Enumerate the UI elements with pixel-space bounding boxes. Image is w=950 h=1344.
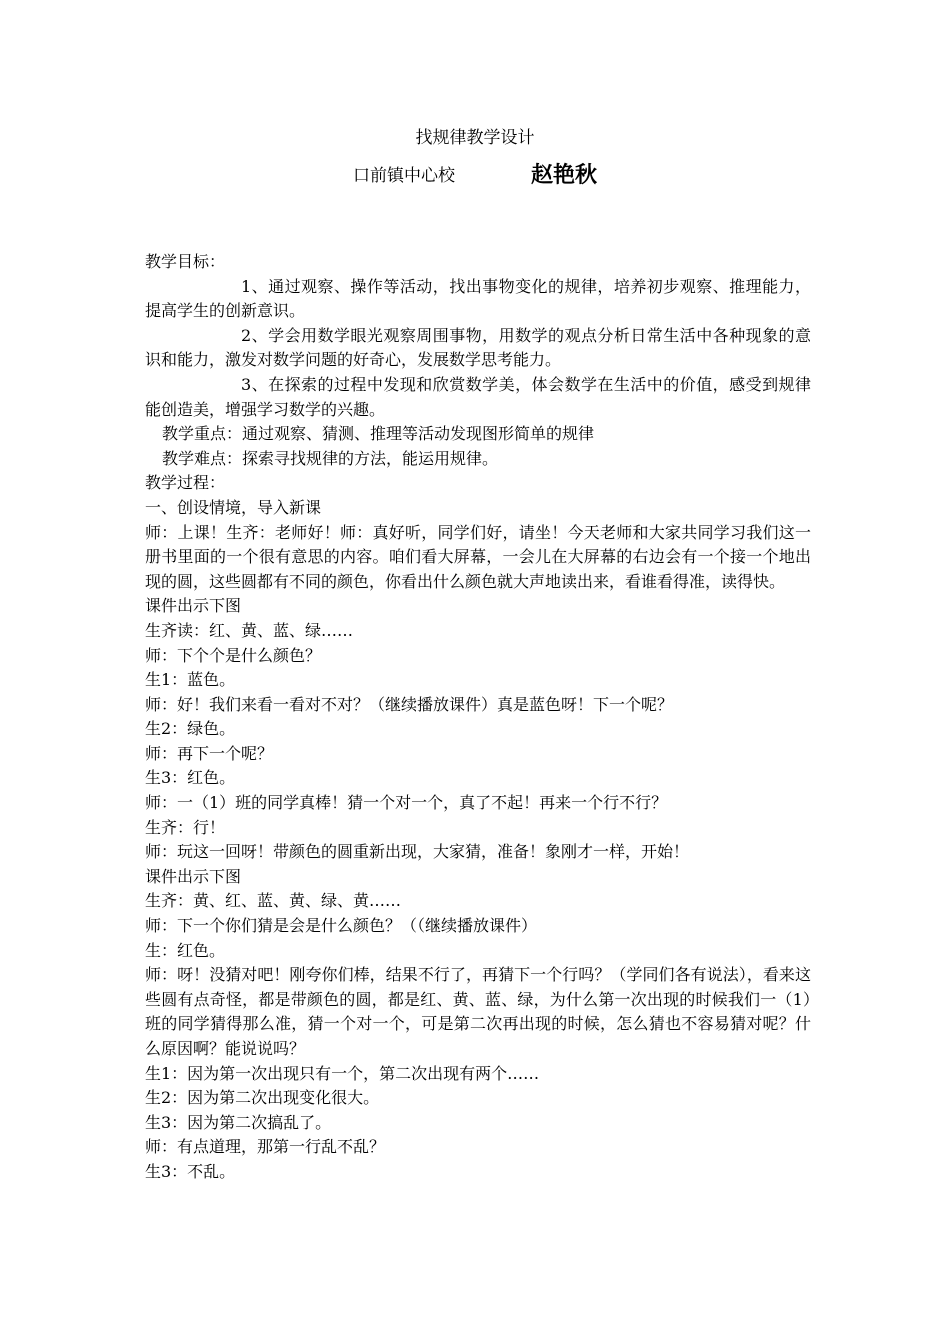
paragraph: 生齐读：红、黄、蓝、绿…… [145, 620, 354, 640]
paragraph: 3、在探索的过程中发现和欣赏数学美，体会数学在生活中的价值，感受到规律能创造美，增强学习数学的兴趣。 [145, 374, 811, 419]
document-byline [0, 160, 950, 191]
paragraph: 师：再下一个呢？ [145, 743, 274, 763]
paragraph: 教学重点：通过观察、猜测、推理等活动发现图形简单的规律 [162, 424, 595, 444]
paragraph: 生齐：黄、红、蓝、黄、绿、黄…… [145, 891, 402, 911]
paragraph: 1、通过观察、操作等活动，找出事物变化的规律，培养初步观察、推理能力，提高学生的创新意识。 [145, 276, 811, 321]
paragraph: 生2：绿色。 [145, 719, 236, 739]
paragraph: 课件出示下图 [145, 866, 242, 886]
paragraph: 师：有点道理，那第一行乱不乱？ [145, 1137, 386, 1157]
document-title: 找规律教学设计 [415, 128, 535, 148]
paragraph: 师：呀！没猜对吧！刚夸你们棒，结果不行了，再猜下一个行吗？（学同们各有说法），看来这些圆有点奇怪，都是带颜色的圆，都是红、黄、蓝、绿，为什么第一次出现的时候我们一（1）班的同学猜得那么准，猜一个对一个，可是第二次再出现的时候，怎么猜也不容易猜对呢？什么原因啊？能说说吗？ [145, 965, 811, 1058]
paragraph: 生1：因为第一次出现只有一个，第二次出现有两个…… [145, 1063, 540, 1083]
paragraph: 生3：红色。 [145, 768, 236, 788]
paragraph: 生齐：行！ [145, 817, 226, 837]
paragraph: 教学过程： [145, 473, 226, 493]
paragraph: 生1：蓝色。 [145, 670, 236, 690]
paragraph: 生3：不乱。 [145, 1161, 236, 1181]
school-name: 口前镇中心校 [352, 165, 455, 186]
paragraph: 生3：因为第二次搞乱了。 [145, 1112, 332, 1132]
paragraph: 师：下个个是什么颜色？ [145, 645, 322, 665]
document-body [145, 250, 811, 1185]
paragraph: 师：玩这一回呀！带颜色的圆重新出现，大家猜，准备！象刚才一样，开始！ [145, 842, 690, 862]
paragraph: 生2：因为第二次出现变化很大。 [145, 1088, 380, 1108]
paragraph: 课件出示下图 [145, 596, 242, 616]
paragraph: 师：好！我们来看一看对不对？（继续播放课件）真是蓝色呀！下一个呢？ [145, 694, 674, 714]
paragraph: 生：红色。 [145, 940, 226, 960]
paragraph: 教学目标： [145, 252, 226, 271]
paragraph: 师：下一个你们猜是会是什么颜色？（（继续播放课件） [145, 916, 538, 936]
paragraph: 教学难点：探索寻找规律的方法，能运用规律。 [162, 448, 499, 468]
paragraph: 2、学会用数学眼光观察周围事物，用数学的观点分析日常生活中各种现象的意识和能力，激发对数学问题的好奇心，发展数学思考能力。 [145, 325, 811, 370]
author-name: 赵艳秋 [530, 162, 597, 188]
paragraph: 师：一（1）班的同学真棒！猜一个对一个，真了不起！再来一个行不行？ [145, 793, 668, 813]
paragraph: 一、创设情境，导入新课 [145, 497, 322, 517]
paragraph: 师：上课！生齐：老师好！师：真好听，同学们好，请坐！今天老师和大家共同学习我们这一册书里面的一个很有意思的内容。咱们看大屏幕，一会儿在大屏幕的右边会有一个接一个地出现的圆，这些圆都有不同的颜色，你看出什么颜色就大声地读出来，看谁看得准，读得快。 [145, 522, 811, 591]
